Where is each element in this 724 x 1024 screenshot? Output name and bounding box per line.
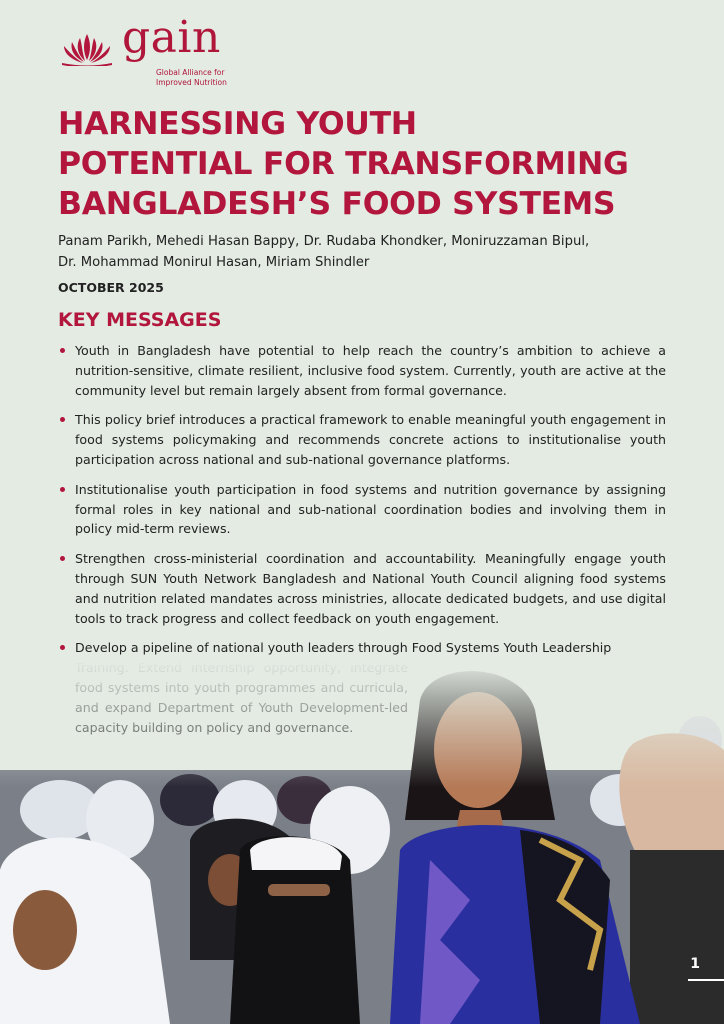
logo-tagline: Global Alliance for Improved Nutrition [156, 68, 227, 87]
page-number-rule [688, 979, 724, 981]
crowd-photo-illustration [0, 660, 724, 1024]
key-messages-heading: KEY MESSAGES [58, 309, 222, 331]
lotus-icon [58, 32, 116, 66]
logo-wordmark: gain [122, 12, 221, 63]
list-item: Institutionalise youth participation in food systems and nutrition governance by assigning formal roles in key national and sub-national coordination bodies and involving them in policy mid-term reviews. [58, 480, 666, 539]
list-item: This policy brief introduces a practical framework to enable meaningful youth engagement in food systems policymaking and recommends concrete actions to institutionalise youth participation across national and sub-national governance platforms. [58, 410, 666, 469]
title-line: HARNESSING YOUTH [58, 106, 417, 142]
list-item: Youth in Bangladesh have potential to help reach the country’s ambition to achieve a nutrition-sensitive, climate resilient, inclusive food system. Currently, youth are active at the community level but remain largely absent from formal governance. [58, 341, 666, 400]
list-item: Develop a pipeline of national youth leaders through Food Systems Youth Leadership [58, 638, 408, 737]
cover-photo [0, 660, 724, 1024]
title-line: POTENTIAL FOR TRANSFORMING [58, 146, 629, 182]
gain-logo [58, 12, 258, 88]
page-number: 1 [690, 956, 700, 972]
authors: Panam Parikh, Mehedi Hasan Bappy, Dr. Rudaba Khondker, Moniruzzaman Bipul, Dr. Mohammad Monirul Hasan, Miriam Shindler [58, 234, 590, 270]
publication-date: OCTOBER 2025 [58, 280, 164, 295]
title-line: BANGLADESH’S FOOD SYSTEMS [58, 186, 616, 222]
page-title [58, 104, 678, 224]
list-item: Strengthen cross-ministerial coordination and accountability. Meaningfully engage youth through SUN Youth Network Bangladesh and National Youth Council aligning food systems and nutrition related mandates across ministries, allocate dedicated budgets, and use digital tools to track progress and collect feedback on youth engagement. [58, 549, 666, 628]
